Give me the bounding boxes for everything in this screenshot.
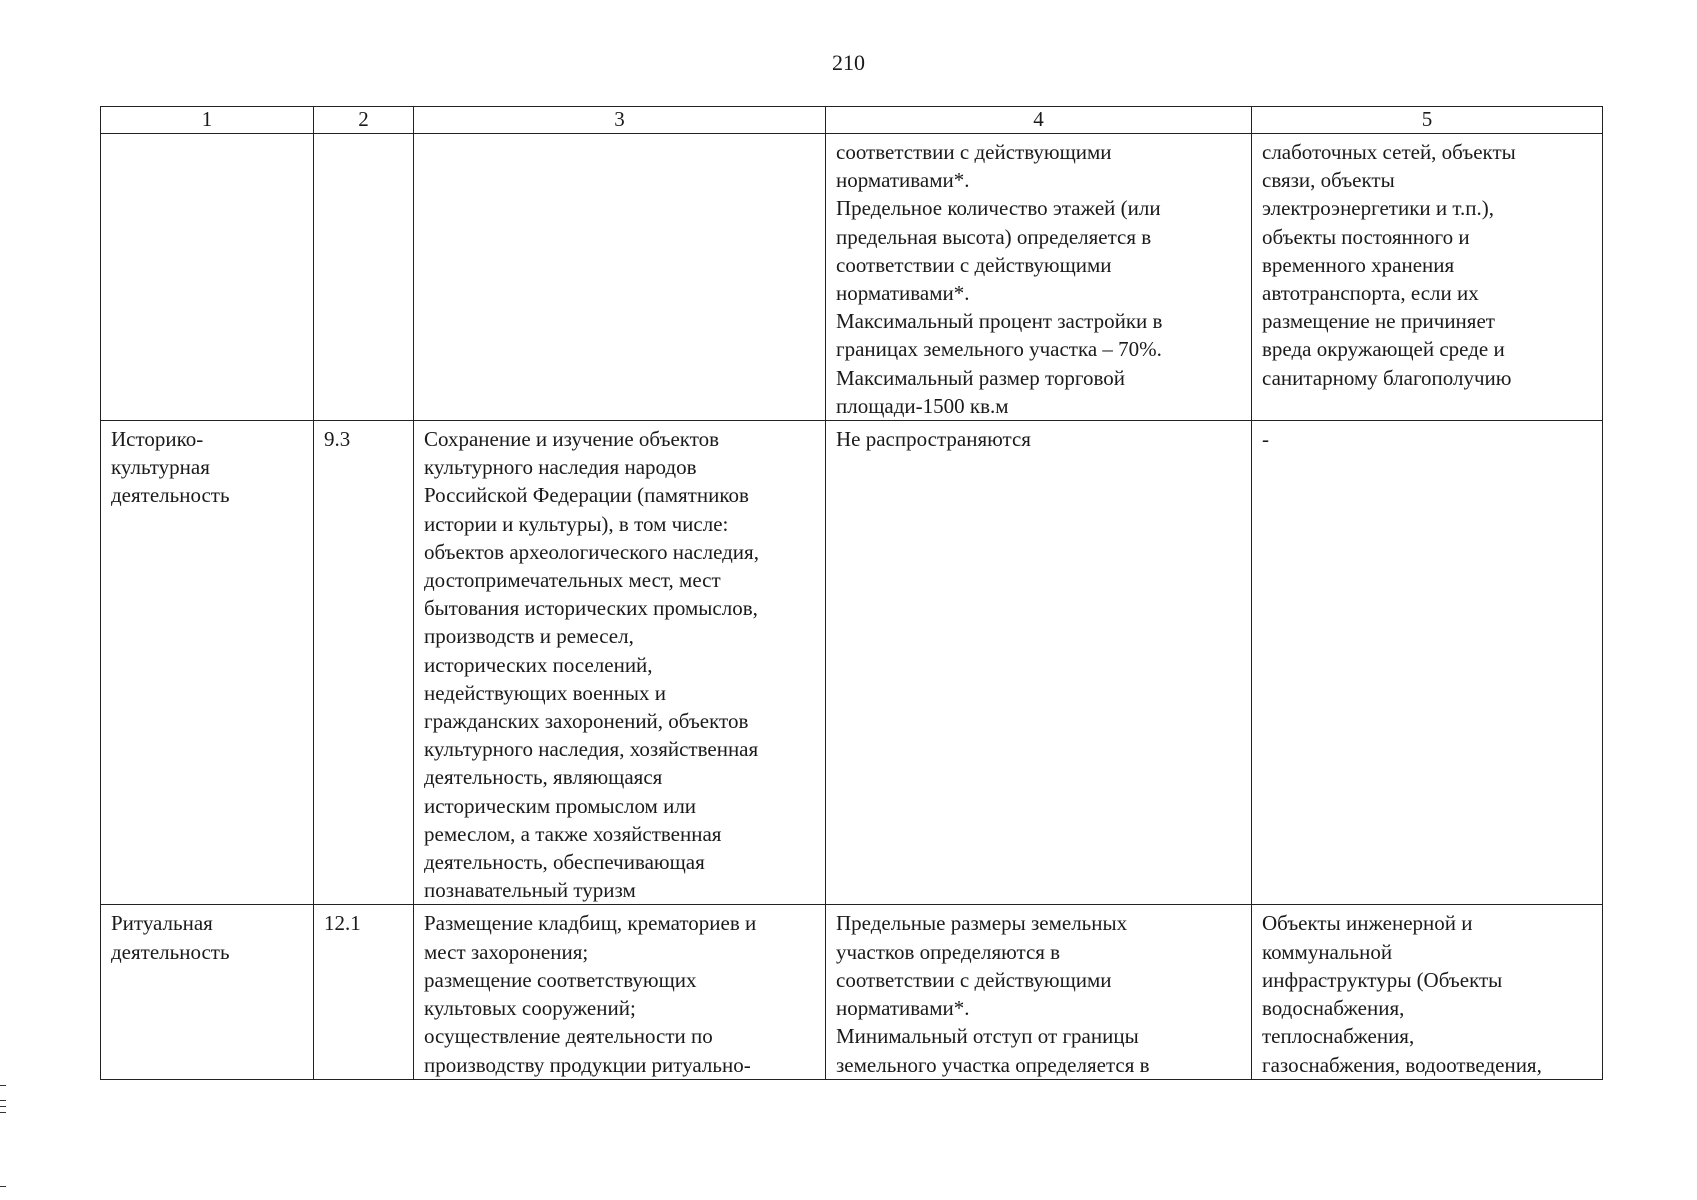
cell-parameters	[826, 905, 1252, 1079]
cell-text: Историко- культурная деятельность	[111, 427, 230, 508]
cell-parameters	[826, 421, 1252, 905]
cell-text: Сохранение и изучение объектов культурного наследия народов Российской Федерации (памятников истории и культуры), в том числе: объектов археологического наследия, достопримечательных мест, мест бытования исторических промыслов, производств и ремесел, исторических поселений, недействующих военных и гражданских захоронений, объектов культурного наследия, хозяйственная деятельность, являющаяся историческим промыслом или ремеслом, а также хозяйственная деятельность, обеспечивающая познавательный туризм	[424, 427, 759, 903]
cell-use-name	[101, 421, 314, 905]
cell-code	[314, 134, 414, 421]
column-header-1: 1	[101, 107, 314, 134]
column-header-3: 3	[414, 107, 826, 134]
margin-mark	[0, 1085, 6, 1086]
cell-auxiliary-uses	[1252, 421, 1603, 905]
cell-text: -	[1262, 427, 1269, 452]
cell-text: 9.3	[324, 427, 351, 452]
cell-use-name	[101, 134, 314, 421]
cell-text: Объекты инженерной и коммунальной инфраструктуры (Объекты водоснабжения, теплоснабжения, газоснабжения, водоотведения,	[1262, 911, 1542, 1077]
table-row	[101, 134, 1603, 421]
cell-text: соответствии с действующими нормативами*. Предельное количество этажей (или предельная высота) определяется в соответствии с действующими нормативами*. Максимальный процент застройки в границах земельного участка – 70%. Максимальный размер торговой площади-1500 кв.м	[836, 140, 1163, 418]
table-row	[101, 421, 1603, 905]
cell-text: Предельные размеры земельных участков определяются в соответствии с действующими нормативами*. Минимальный отступ от границы земельного участка определяется в	[836, 911, 1150, 1077]
cell-auxiliary-uses	[1252, 905, 1603, 1079]
land-use-table	[100, 106, 1603, 1080]
column-header-4: 4	[826, 107, 1252, 134]
margin-mark	[0, 1112, 6, 1113]
cell-use-name	[101, 905, 314, 1079]
cell-text: слаботочных сетей, объекты связи, объекты электроэнергетики и т.п.), объекты постоянного и временного хранения автотранспорта, если их размещение не причиняет вреда окружающей среде и санитарному благополучию	[1262, 140, 1516, 390]
cell-text: Размещение кладбищ, крематориев и мест захоронения; размещение соответствующих культовых сооружений; осуществление деятельности по производству продукции ритуально-	[424, 911, 757, 1077]
cell-auxiliary-uses	[1252, 134, 1603, 421]
cell-text: 12.1	[324, 911, 361, 936]
table-row	[101, 905, 1603, 1079]
margin-mark	[0, 1100, 6, 1101]
cell-code	[314, 905, 414, 1079]
table-header-row	[101, 107, 1603, 134]
page-number: 210	[832, 50, 865, 75]
cell-code	[314, 421, 414, 905]
cell-description	[414, 421, 826, 905]
margin-mark	[0, 1186, 6, 1187]
cell-text: Не распространяются	[836, 427, 1031, 452]
cell-description	[414, 905, 826, 1079]
column-header-2: 2	[314, 107, 414, 134]
margin-mark	[0, 1106, 6, 1107]
cell-text: Ритуальная деятельность	[111, 911, 230, 964]
cell-parameters	[826, 134, 1252, 421]
column-header-5: 5	[1252, 107, 1603, 134]
cell-description	[414, 134, 826, 421]
